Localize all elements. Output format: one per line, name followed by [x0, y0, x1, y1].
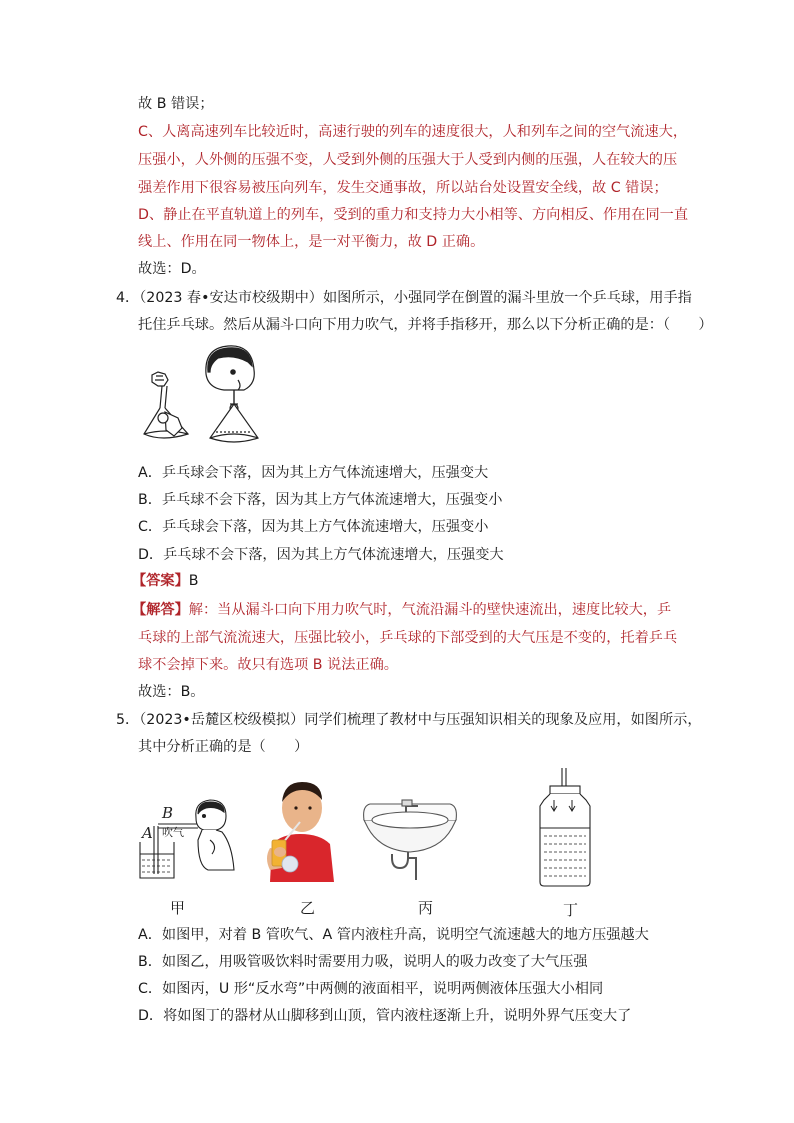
q4-option-c: C．乒乓球会下落，因为其上方气体流速增大，压强变小 — [138, 519, 489, 535]
answer-tag: 【答案】 — [132, 573, 189, 589]
jia-label-a: A — [142, 824, 153, 842]
q4-analysis-line-3: 球不会掉下来。故只有选项 B 说法正确。 — [138, 657, 398, 673]
q3-text-line-5: D、静止在平直轨道上的列车，受到的重力和支持力大小相等、方向相反、作用在同一直 — [138, 207, 689, 223]
q5-option-a: A．如图甲，对着 B 管吹气、A 管内液柱升高，说明空气流速越大的地方压强越大 — [138, 927, 649, 943]
q3-text-line-4: 强差作用下很容易被压向列车，发生交通事故，所以站台处设置安全线，故 C 错误； — [138, 180, 668, 196]
q4-funnel-figure — [138, 342, 278, 452]
analysis-tag: 【解答】 — [132, 602, 189, 618]
q3-text-line-6: 线上、作用在同一物体上，是一对平衡力，故 D 正确。 — [138, 234, 485, 250]
q5-figure-yi — [260, 778, 340, 882]
q5-option-d: D．将如图丁的器材从山脚移到山顶，管内液柱逐渐上升，说明外界气压变大了 — [138, 1008, 632, 1024]
q4-conclusion: 故选：B。 — [138, 684, 205, 700]
caption-yi: 乙 — [300, 899, 316, 917]
q5-option-c: C．如图丙，U 形“反水弯”中两侧的液面相平，说明两侧液体压强大小相同 — [138, 981, 604, 997]
answer-value: B — [188, 573, 199, 589]
q5-figure-ding — [536, 766, 596, 888]
jia-label-b: B — [162, 804, 174, 822]
caption-ding: 丁 — [563, 901, 579, 919]
q5-figure-jia — [136, 796, 238, 884]
q4-option-a: A．乒乓球会下落，因为其上方气体流速增大，压强变大 — [138, 465, 489, 481]
q4-option-b: B．乒乓球不会下落，因为其上方气体流速增大，压强变小 — [138, 492, 503, 508]
q3-conclusion: 故选：D。 — [138, 261, 206, 277]
q3-text-line-1: 故 B 错误； — [138, 96, 214, 112]
q4-stem-line-1: 4．（2023 春•安达市校级期中）如图所示，小强同学在倒置的漏斗里放一个乒乓球，用手指 — [116, 290, 692, 306]
q4-analysis-line-2: 乓球的上部气流流速大，压强比较小，乒乓球的下部受到的大气压是不变的，托着乒乓 — [138, 630, 678, 646]
q5-figure-bing — [360, 796, 460, 882]
caption-jia: 甲 — [170, 899, 186, 917]
q5-stem-line-1: 5．（2023•岳麓区校级模拟）同学们梳理了教材中与压强知识相关的现象及应用，如图所示， — [116, 712, 702, 728]
q3-text-line-3: 压强小，人外侧的压强不变，人受到外侧的压强大于人受到内侧的压强，人在较大的压 — [138, 152, 678, 168]
analysis-text-1: 解：当从漏斗口向下用力吹气时，气流沿漏斗的壁快速流出，速度比较大，乒 — [188, 602, 672, 618]
q4-answer — [132, 571, 199, 591]
jia-label-blow: 吹气 — [162, 826, 184, 839]
q5-option-b: B．如图乙，用吸管吸饮料时需要用力吸，说明人的吸力改变了大气压强 — [138, 954, 588, 970]
q4-option-d: D．乒乓球不会下落，因为其上方气体流速增大，压强变大 — [138, 547, 504, 563]
q3-text-line-2: C、人离高速列车比较近时，高速行驶的列车的速度很大，人和列车之间的空气流速大， — [138, 124, 688, 140]
q4-stem-line-2: 托住乒乓球。然后从漏斗口向下用力吹气，并将手指移开，那么以下分析正确的是：（ ） — [138, 317, 713, 333]
q5-stem-line-2: 其中分析正确的是（ ） — [138, 739, 309, 755]
q4-analysis-line-1 — [132, 600, 671, 620]
caption-bing: 丙 — [418, 899, 434, 917]
